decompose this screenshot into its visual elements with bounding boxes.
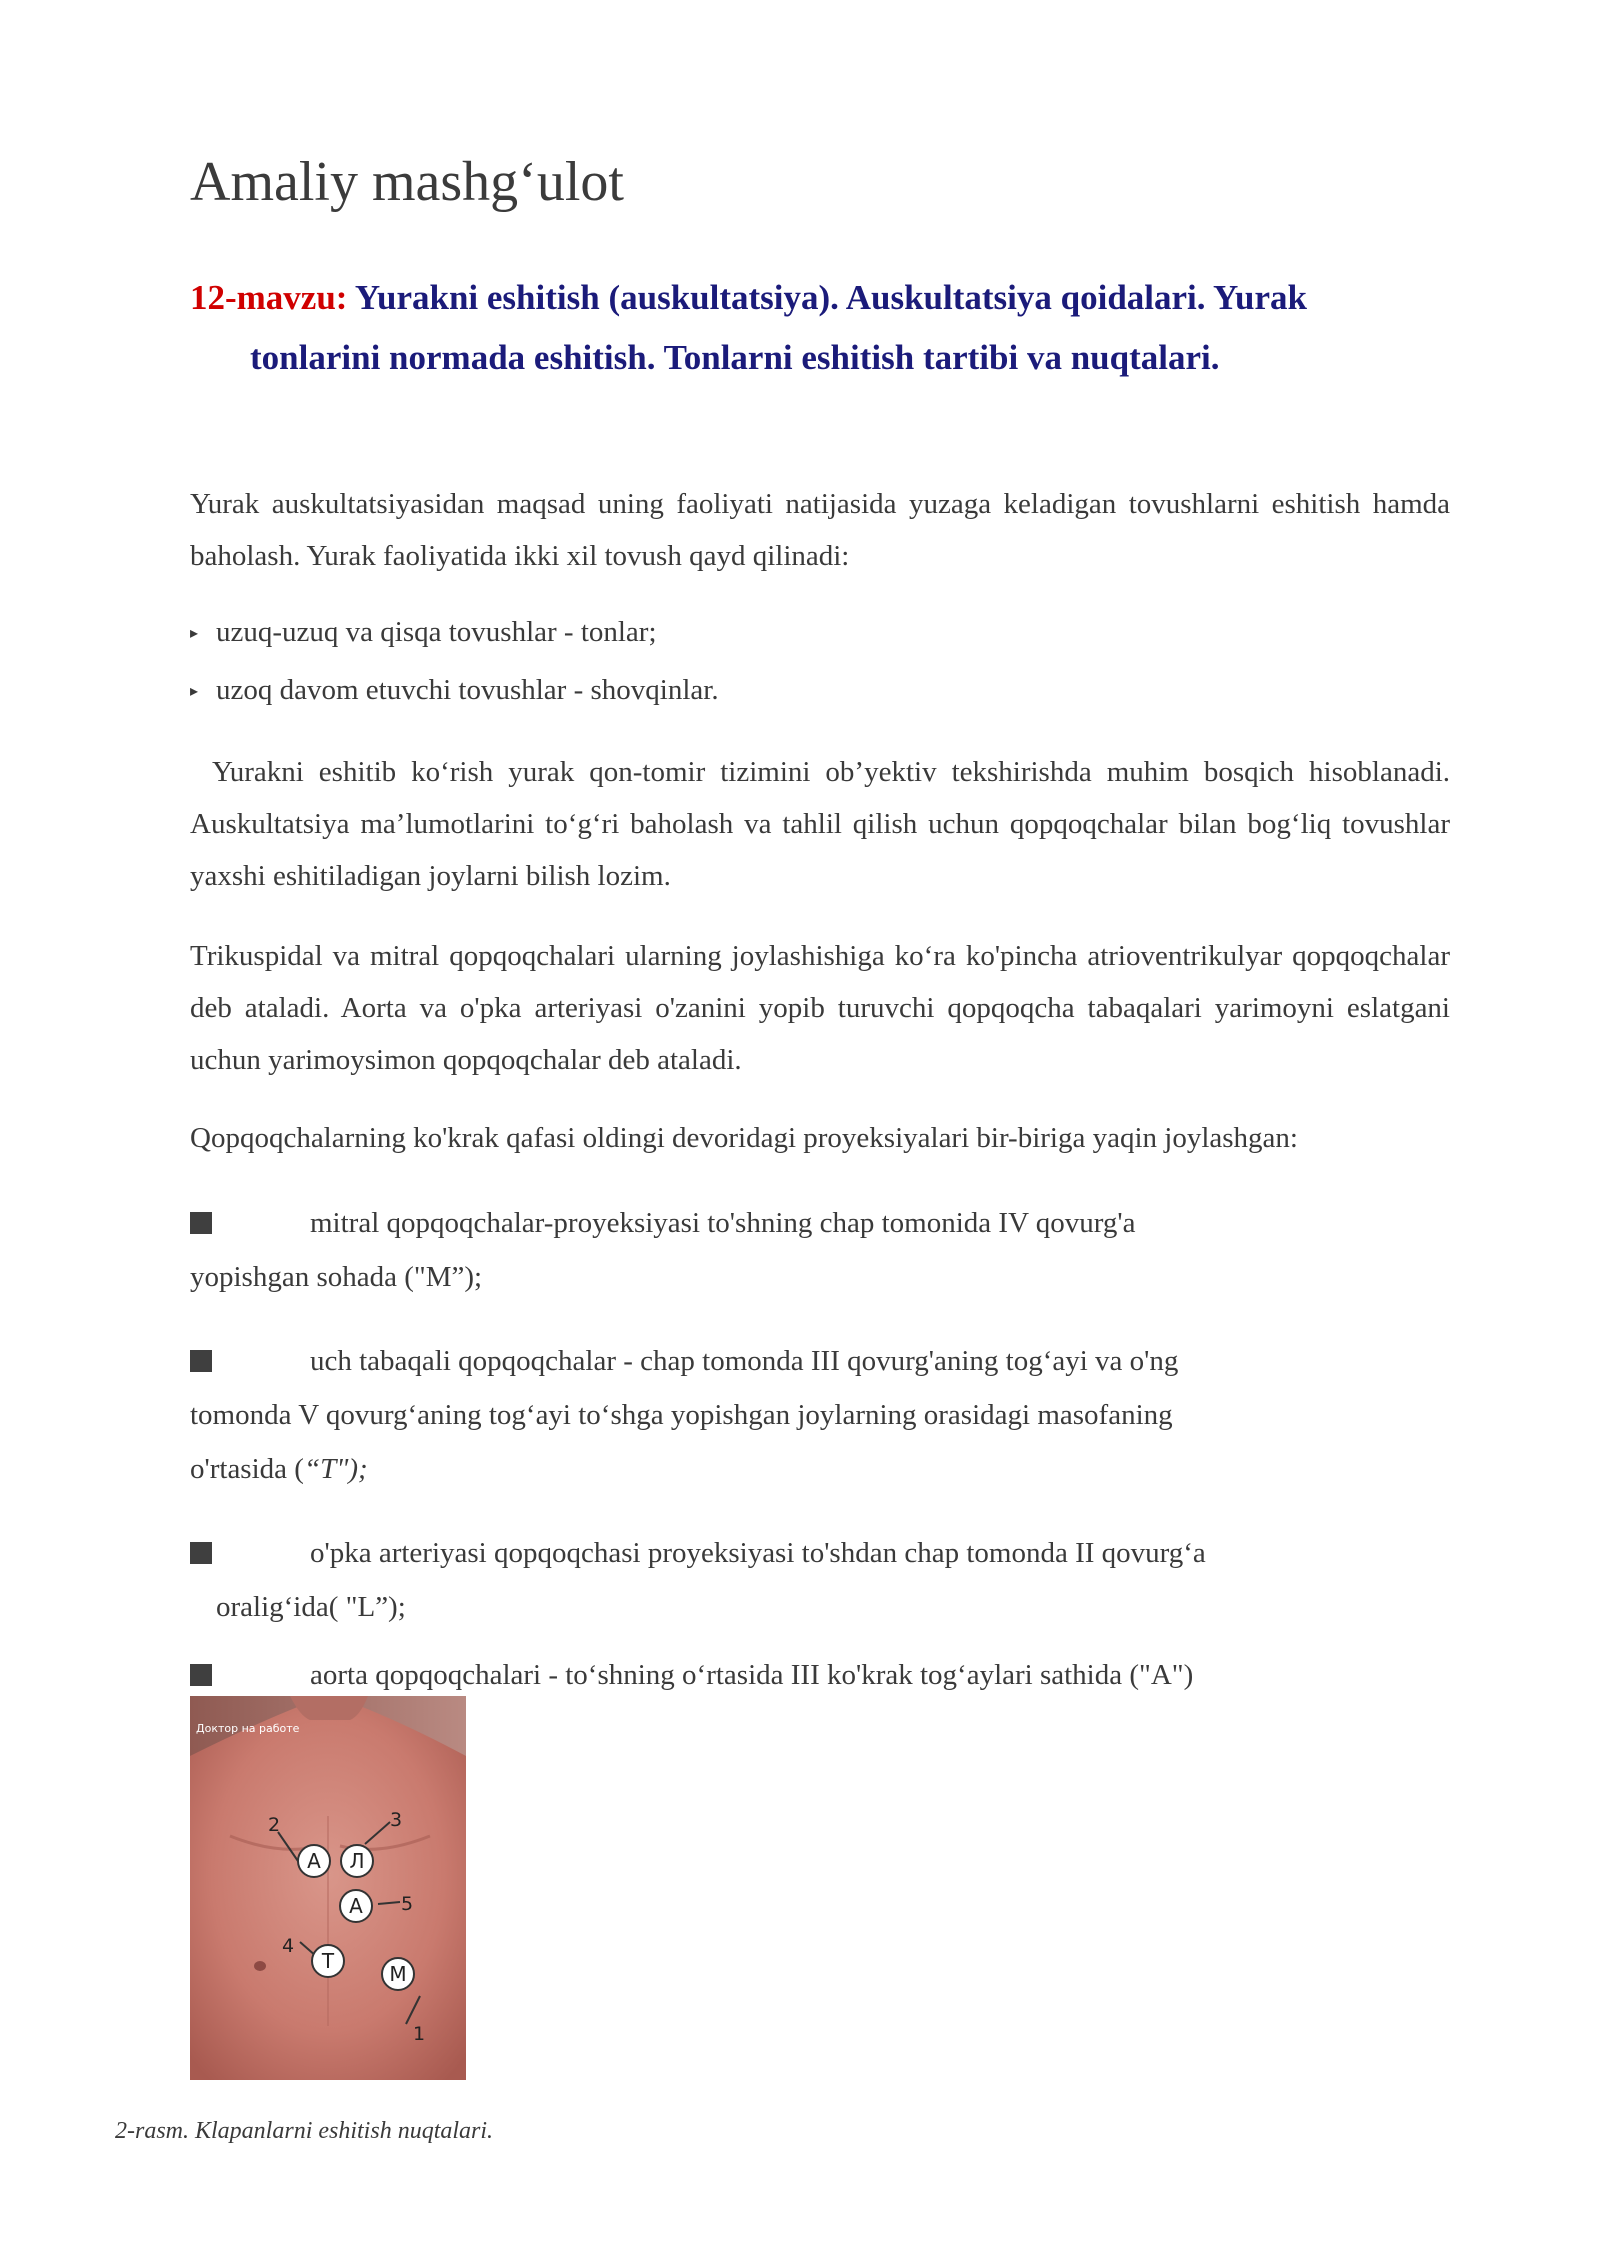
marker-number: 5 bbox=[401, 1893, 414, 1915]
paragraph-projections: Qopqoqchalarning ko'krak qafasi oldingi devoridagi proyeksiyalari bir-biriga yaqin joylashgan: bbox=[190, 1122, 1298, 1154]
square-bullet-icon bbox=[190, 1350, 212, 1372]
marker-number: 4 bbox=[282, 1935, 295, 1957]
square-bullet-icon bbox=[190, 1664, 212, 1686]
square-bullet-icon bbox=[190, 1212, 212, 1234]
chest-auscultation-figure bbox=[190, 1696, 466, 2080]
point-mitral: mitral qopqoqchalar-proyeksiyasi to'shning chap tomonida IV qovurg'a yopishgan sohada ("M”); bbox=[190, 1207, 1136, 1293]
point-aortic: aorta qopqoqchalari - to‘shning o‘rtasida III ko'krak tog‘aylari sathida ("A") bbox=[190, 1648, 1193, 1702]
square-bullet-icon bbox=[190, 1542, 212, 1564]
list-item: ▸ uzoq davom etuvchi tovushlar - shovqinlar. bbox=[190, 662, 719, 720]
intro-paragraph: Yurak auskultatsiyasidan maqsad uning faoliyati natijasida yuzaga keladigan tovushlarni eshitish hamda baholash. Yurak faoliyatida ikki xil tovush qayd qilinadi: bbox=[190, 488, 1450, 572]
topic-heading bbox=[190, 268, 1400, 388]
marker-botkin: А bbox=[349, 1894, 363, 1918]
marker-tricuspid: Т bbox=[321, 1949, 335, 1973]
watermark-text: Доктор на работе bbox=[196, 1722, 300, 1735]
bullet-icon: ▸ bbox=[190, 625, 199, 642]
paragraph-valves: Trikuspidal va mitral qopqoqchalari ularning joylashishiga ko‘ra ko'pincha atrioventrikulyar qopqoqchalar deb ataladi. Aorta va o'pka arteriyasi o'zanini yopib turuvchi qopqoqcha tabaqalari yarimoyni eslatgani uchun yarimoysimon qopqoqchalar deb ataladi. bbox=[190, 940, 1450, 1076]
point-tricuspid: uch tabaqali qopqoqchalar - chap tomonda III qovurg'aning tog‘ayi va o'ng tomonda V qovurg‘aning tog‘ayi to‘shga yopishgan joylarning orasidagi masofaning o'rtasida (“T"); bbox=[190, 1345, 1179, 1485]
sound-types-list bbox=[190, 604, 719, 720]
list-item: ▸ uzuq-uzuq va qisqa tovushlar - tonlar; bbox=[190, 604, 719, 662]
marker-pulmonary: Л bbox=[349, 1849, 365, 1873]
topic-title: Yurakni eshitish (auskultatsiya). Auskultatsiya qoidalari. Yurak tonlarini normada eshitish. Tonlarni eshitish tartibi va nuqtalari. bbox=[250, 278, 1308, 377]
marker-mitral: М bbox=[389, 1962, 407, 1986]
point-pulmonary: o'pka arteriyasi qopqoqchasi proyeksiyasi to'shdan chap tomonda II qovurg‘a oralig‘ida( "L”); bbox=[190, 1526, 1206, 1634]
marker-aortic: А bbox=[307, 1849, 321, 1873]
paragraph-importance: Yurakni eshitib ko‘rish yurak qon-tomir tizimini ob’yektiv tekshirishda muhim bosqich hisoblanadi. Auskultatsiya ma’lumotlarini to‘g‘ri baholash va tahlil qilish uchun qopqoqchalar bilan bog‘liq tovushlar yaxshi eshitiladigan joylarni bilish lozim. bbox=[190, 756, 1450, 892]
bullet-icon: ▸ bbox=[190, 683, 199, 700]
figure-caption: 2-rasm. Klapanlarni eshitish nuqtalari. bbox=[115, 2118, 494, 2144]
marker-number: 1 bbox=[413, 2023, 426, 2045]
marker-number: 3 bbox=[390, 1809, 403, 1831]
chest-photo bbox=[190, 1696, 466, 2080]
page-title: Amaliy mashg‘ulot bbox=[190, 151, 624, 213]
marker-number: 2 bbox=[268, 1814, 281, 1836]
topic-number: 12-mavzu: bbox=[190, 278, 348, 317]
